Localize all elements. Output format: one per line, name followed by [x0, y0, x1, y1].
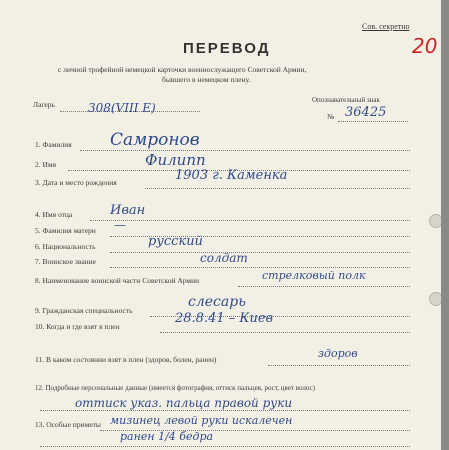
field-1-value: Самронов — [110, 130, 200, 150]
field-12-value: оттиск указ. пальца правой руки — [75, 396, 293, 410]
document-subtitle-line-2: бывшего в немецком плену. — [162, 75, 251, 84]
field-7-value: солдат — [200, 251, 248, 265]
field-10-label: 10. Когда и где взят в плен — [35, 322, 120, 331]
field-13-value: мизинец левой руки искалечен — [110, 414, 293, 427]
tag-label: Опознавательный знак — [312, 96, 380, 104]
page-edge-shadow — [441, 0, 449, 450]
field-4-label: 4. Имя отца — [35, 210, 73, 219]
field-2-label: 2. Имя — [35, 160, 57, 169]
camp-label: Лагерь — [33, 100, 55, 109]
field-3-value: 1903 г. Каменка — [175, 168, 288, 183]
field-2-value: Филипп — [145, 151, 206, 169]
field-11-label: 11. В каком состоянии взят в плен (здоров, болен, ранен) — [35, 355, 217, 364]
camp-value: 308(VIII E) — [88, 101, 156, 115]
field-13-label: 13. Особые приметы — [35, 420, 101, 429]
document-subtitle-line-1: с личной трофейной немецкой карточки военнослужащего Советской Армии, — [58, 65, 307, 74]
tag-value: 36425 — [345, 105, 387, 120]
field-11-value: здоров — [318, 347, 358, 360]
field-7-label: 7. Воинское звание — [35, 257, 97, 266]
field-6-value: русский — [148, 234, 203, 249]
field-5-value: — — [114, 218, 126, 232]
document-title: ПЕРЕВОД — [183, 40, 271, 57]
page-number: 20 — [412, 34, 438, 58]
tag-no-label: № — [327, 112, 335, 121]
field-3-label: 3. Дата и место рождения — [35, 178, 117, 187]
field-10-value: 28.8.41 – Киев — [175, 311, 274, 326]
field-5-label: 5. Фамилия матери — [35, 226, 96, 235]
field-8-label: 8. Наименование воинской части Советской Армии — [35, 276, 200, 285]
field-9-value: слесарь — [188, 294, 246, 310]
field-9-label: 9. Гражданская специальность — [35, 306, 133, 315]
field-1-label: 1. Фамилия — [35, 140, 72, 149]
secrecy-stamp: Сов. секретно — [362, 22, 410, 31]
field-6-label: 6. Национальность — [35, 242, 96, 251]
field-13-value-continued: ранен 1/4 бедра — [120, 430, 214, 443]
field-8-value: стрелковый полк — [262, 269, 366, 282]
field-4-value: Иван — [110, 203, 146, 218]
field-12-label: 12. Подробные персональные данные (имеется фотография, оттиск пальцев, рост, цвет волос) — [35, 384, 315, 392]
